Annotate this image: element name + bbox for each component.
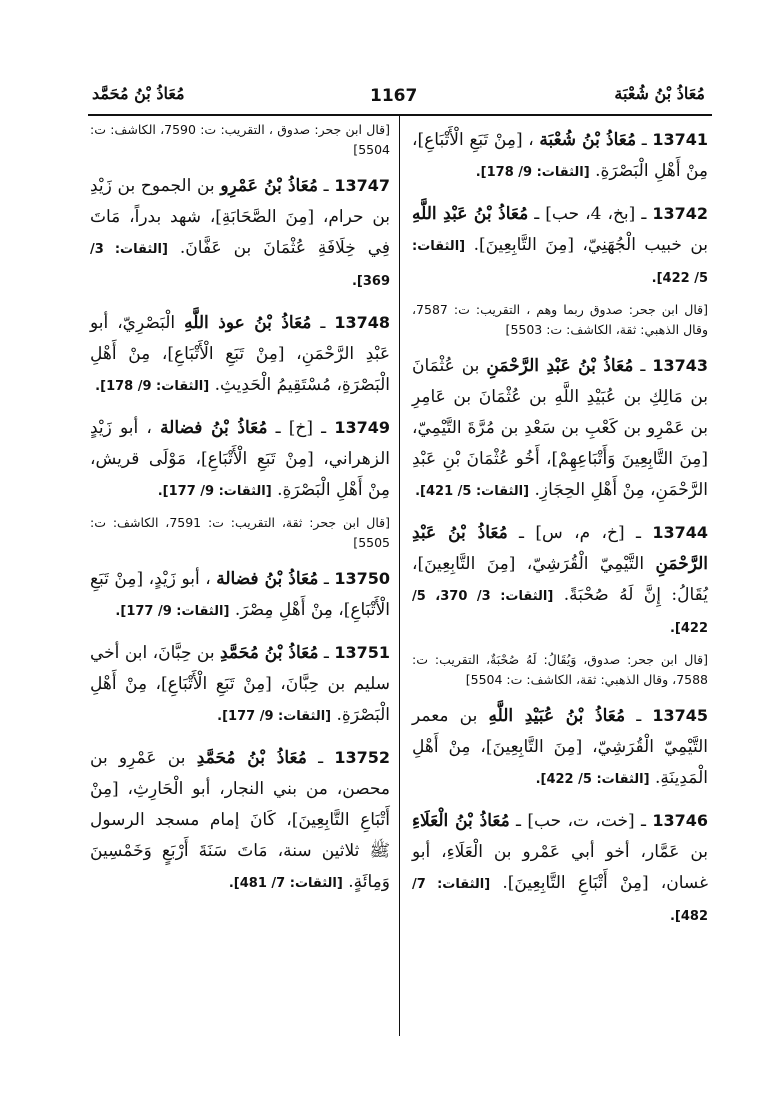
entry-name: مُعَاذُ بْنُ مُحَمَّدِ [196, 748, 307, 768]
entry-name: مُعَاذُ بْنُ شُعْبَة [539, 130, 637, 150]
entry-codes: [خت، ت، حب] [527, 811, 635, 831]
left-column [90, 124, 390, 909]
entry-name: مُعَاذُ بْنُ عُبَيْدِ اللَّهِ [488, 706, 626, 726]
biography-entry: 13742 ـ [بخ، 4، حب] ـ مُعَاذُ بْنُ عَبْدِ اللَّهِ بن خبيب الْجُهَنِيّ، [مِنَ التَّابِعِينَ]. [الثقات: 5/ 422]. [412, 204, 709, 286]
entry-number: 13746 [652, 811, 708, 830]
entry-number: 13751 [334, 643, 390, 662]
biography-entry: 13743 ـ مُعَاذُ بْنُ عَبْدِ الرَّحْمَنِ بن عُثْمَانَ بن مَالِكِ بن عُبَيْدِ اللَّهِ بن عُثْمَانَ بن عَامِرِ بن عَمْرِو بن كَعْبِ بن سَعْدِ بن مُرَّةَ التَّيْمِيّ، [مِنَ التَّابِعِينَ وَأَتْبَاعِهِمْ]، أَخُو عُثْمَانَ بْنِ عَبْدِ الرَّحْمَنِ، مِنْ أَهْلِ الحِجَازِ. [الثقات: 5/ 421]. [412, 356, 709, 500]
running-header-right: مُعَاذُ بْنُ شُعْبَة [614, 84, 705, 103]
entry-reference: [الثقات: 3/ 370، 5/ 422]. [412, 589, 708, 636]
entry-text: بن خبيب الْجُهَنِيّ، [مِنَ التَّابِعِينَ]. [473, 235, 708, 255]
biography-entry: 13741 ـ مُعَاذُ بْنُ شُعْبَة ، [مِنْ تَبَعِ الْأَتْبَاعِ]، مِنْ أَهْلِ الْبَصْرَةِ. [الثقات: 9/ 178]. [412, 130, 708, 181]
entry-reference: [الثقات: 5/ 422]. [412, 239, 708, 286]
biography-entry: 13747 ـ مُعَاذُ بْنُ عَمْرِو بن الجموح بن زَيْدِ بن حرام، [مِنَ الصَّحَابَةِ]، شهد بدراً، مَاتَ فِي خِلَافَةِ عُثْمَانَ بن عَفَّانَ. [الثقات: 3/ 369]. [90, 176, 391, 289]
footnote-note: [قال ابن جحر: صدوق ربما وهم ، التقريب: ت: 7587، وقال الذهبي: ثقة، الكاشف: ت: 5503] [412, 302, 708, 337]
entry-text: بن حِبَّانَ، ابن أخي سليم بن حِبَّانَ، [مِنْ تَبَعِ الْأَتْبَاعِ]، مِنْ أَهْلِ الْبَصْرَةِ. [90, 643, 390, 725]
entry-number: 13752 [334, 748, 391, 767]
right-column [412, 124, 708, 942]
entry-reference: [الثقات: 5/ 421]. [415, 484, 530, 499]
entry-number: 13749 [334, 418, 390, 437]
biography-entry: 13744 ـ [خ، م، س] ـ مُعَاذُ بْنُ عَبْدِ الرَّحْمَنِ التَّيْمِيّ الْقُرَشِيّ، [مِنَ التَّابِعِينَ]، يُقَالُ: إِنَّ لَهُ صُحْبَةً. [الثقات: 3/ 370، 5/ 422]. [412, 523, 709, 636]
entry-name: مُعَاذُ بْنُ فضالة [216, 569, 319, 589]
page-number: 1167 [370, 86, 418, 106]
entry-name: مُعَاذُ بْنُ عَبْدِ الرَّحْمَنِ [486, 356, 634, 376]
entry-name: مُعَاذُ بْنُ عَبْدِ الرَّحْمَنِ [412, 523, 709, 574]
running-header-left: مُعَاذُ بْنُ مُحَمَّد [92, 84, 185, 103]
entry-number: 13744 [652, 523, 709, 542]
entry-text: بن الجموح بن زَيْدِ بن حرام، [مِنَ الصَّحَابَةِ]، شهد بدراً، مَاتَ فِي خِلَافَةِ عُثْمَانَ بن عَفَّانَ. [90, 176, 391, 258]
header-rule [88, 114, 712, 116]
entry-text: التَّيْمِيّ الْقُرَشِيّ، [مِنَ التَّابِعِينَ]، يُقَالُ: إِنَّ لَهُ صُحْبَةً. [412, 554, 708, 605]
entry-codes: [خ] [288, 418, 314, 438]
entry-name: مُعَاذُ بْنُ عَمْرِو [220, 176, 318, 196]
biography-entry: 13750 ـ مُعَاذُ بْنُ فضالة ، أبو زَيْدٍ، [مِنْ تَبَعِ الْأَتْبَاعِ]، مِنْ أَهْلِ مِصْرَ. [الثقات: 9/ 177]. [90, 569, 391, 620]
entry-reference: [الثقات: 9/ 178]. [475, 165, 590, 180]
entry-reference: [الثقات: 9/ 178]. [95, 379, 210, 394]
biography-entry: 13745 ـ مُعَاذُ بْنُ عُبَيْدِ اللَّهِ بن معمر التَّيْمِيّ الْقُرَشِيّ، [مِنَ التَّابِعِينَ]، مِنْ أَهْلِ الْمَدِينَةِ. [الثقات: 5/ 422]. [412, 706, 709, 788]
entry-codes: [خ، م، س] [535, 523, 625, 543]
entry-number: 13743 [652, 356, 709, 375]
entry-name: مُعَاذُ بْنُ فضالة [160, 418, 268, 438]
entry-text: بن معمر التَّيْمِيّ الْقُرَشِيّ، [مِنَ التَّابِعِينَ]، مِنْ أَهْلِ الْمَدِينَةِ. [412, 706, 708, 788]
entry-number: 13748 [334, 313, 390, 332]
footnote-note: [قال ابن جحر: ثقة، التقريب: ت: 7591، الكاشف: ت: 5505] [90, 515, 391, 550]
entry-name: مُعَاذُ بْنُ الْعَلَاءِ [412, 811, 510, 831]
entry-text: ، أبو زَيْدٍ الزهراني، [مِنْ تَبَعِ الْأَتْبَاعِ]، مَوْلَى قريش، مِنْ أَهْلِ الْبَصْرَةِ. [90, 418, 390, 500]
footnote-note: [قال ابن جحر: صدوق، وَيُقَالُ: لَهُ صُحْبَةٌ، التقريب: ت: 7588، وقال الذهبي: ثقة، الكاشف: ت: 5504] [412, 652, 708, 687]
entry-text: ، أبو زَيْدٍ، [مِنْ تَبَعِ الْأَتْبَاعِ]، مِنْ أَهْلِ مِصْرَ. [90, 569, 390, 620]
entry-reference: [الثقات: 9/ 177]. [115, 604, 230, 619]
entry-codes: [بخ، 4، حب] [545, 204, 636, 224]
entry-number: 13750 [334, 569, 391, 588]
entry-text: بن عَمْرِو بن محصن، من بني النجار، أبو الْحَارِثِ، [مِنْ أَتْبَاعِ التَّابِعِينَ]، كَانَ إمام مسجد الرسول ﷺ ثلاثين سنة، مَاتَ سَنَةَ أَرْبَعٍ وَخَمْسِينَ وَمِائَةٍ. [90, 748, 390, 892]
entry-reference: [الثقات: 9/ 177]. [217, 709, 332, 724]
entry-reference: [الثقات: 9/ 177]. [157, 484, 272, 499]
entry-reference: [الثقات: 7/ 481]. [228, 876, 343, 891]
biography-entry: 13748 ـ مُعَاذُ بْنُ عوذ اللَّهِ الْبَصْرِيّ، أبو عَبْدِ الرَّحْمَنِ، [مِنْ تَبَعِ الْأَتْبَاعِ]، مِنْ أَهْلِ الْبَصْرَةِ، مُسْتَقِيمُ الْحَدِيثِ. [الثقات: 9/ 178]. [90, 313, 390, 395]
entry-number: 13742 [652, 204, 709, 223]
entry-text: بن عَمَّار، أخو أبي عَمْرو بن الْعَلَاءِ، أبو غسان، [مِنْ أَتْبَاعِ التَّابِعِينَ]. [412, 842, 708, 893]
biography-entry: 13749 ـ [خ] ـ مُعَاذُ بْنُ فضالة ، أبو زَيْدٍ الزهراني، [مِنْ تَبَعِ الْأَتْبَاعِ]، مَوْلَى قريش، مِنْ أَهْلِ الْبَصْرَةِ. [الثقات: 9/ 177]. [90, 418, 390, 500]
entry-reference: [الثقات: 3/ 369]. [90, 242, 390, 289]
entry-number: 13745 [652, 706, 709, 725]
biography-entry: 13752 ـ مُعَاذُ بْنُ مُحَمَّدِ بن عَمْرِو بن محصن، من بني النجار، أبو الْحَارِثِ، [مِنْ أَتْبَاعِ التَّابِعِينَ]، كَانَ إمام مسجد الرسول ﷺ ثلاثين سنة، مَاتَ سَنَةَ أَرْبَعٍ وَخَمْسِينَ وَمِائَةٍ. [الثقات: 7/ 481]. [90, 748, 391, 892]
entry-text: بن عُثْمَانَ بن مَالِكِ بن عُبَيْدِ اللَّهِ بن عُثْمَانَ بن عَامِرِ بن عَمْرِو بن كَعْبِ بن سَعْدِ بن مُرَّةَ التَّيْمِيّ، [مِنَ التَّابِعِينَ وَأَتْبَاعِهِمْ]، أَخُو عُثْمَانَ بْنِ عَبْدِ الرَّحْمَنِ، مِنْ أَهْلِ الحِجَازِ. [412, 356, 708, 500]
column-divider [399, 116, 400, 1036]
entry-name: مُعَاذُ بْنُ عَبْدِ اللَّهِ [412, 204, 529, 224]
entry-number: 13741 [652, 130, 708, 149]
entry-text: الْبَصْرِيّ، أبو عَبْدِ الرَّحْمَنِ، [مِنْ تَبَعِ الْأَتْبَاعِ]، مِنْ أَهْلِ الْبَصْرَةِ، مُسْتَقِيمُ الْحَدِيثِ. [90, 313, 390, 395]
entry-reference: [الثقات: 5/ 422]. [535, 772, 650, 787]
entry-name: مُعَاذُ بْنُ مُحَمَّدِ [220, 643, 319, 663]
entry-text: ، [مِنْ تَبَعِ الْأَتْبَاعِ]، مِنْ أَهْلِ الْبَصْرَةِ. [412, 130, 708, 181]
entry-number: 13747 [334, 176, 390, 195]
footnote-note: [قال ابن جحر: صدوق ، التقريب: ت: 7590، الكاشف: ت: 5504] [90, 122, 390, 157]
biography-entry: 13746 ـ [خت، ت، حب] ـ مُعَاذُ بْنُ الْعَلَاءِ بن عَمَّار، أخو أبي عَمْرو بن الْعَلَاءِ، أبو غسان، [مِنْ أَتْبَاعِ التَّابِعِينَ]. [الثقات: 7/ 482]. [412, 811, 708, 924]
entry-name: مُعَاذُ بْنُ عوذ اللَّهِ [184, 313, 312, 333]
biography-entry: 13751 ـ مُعَاذُ بْنُ مُحَمَّدِ بن حِبَّانَ، ابن أخي سليم بن حِبَّانَ، [مِنْ تَبَعِ الْأَتْبَاعِ]، مِنْ أَهْلِ الْبَصْرَةِ. [الثقات: 9/ 177]. [90, 643, 390, 725]
entry-reference: [الثقات: 7/ 482]. [412, 877, 708, 924]
